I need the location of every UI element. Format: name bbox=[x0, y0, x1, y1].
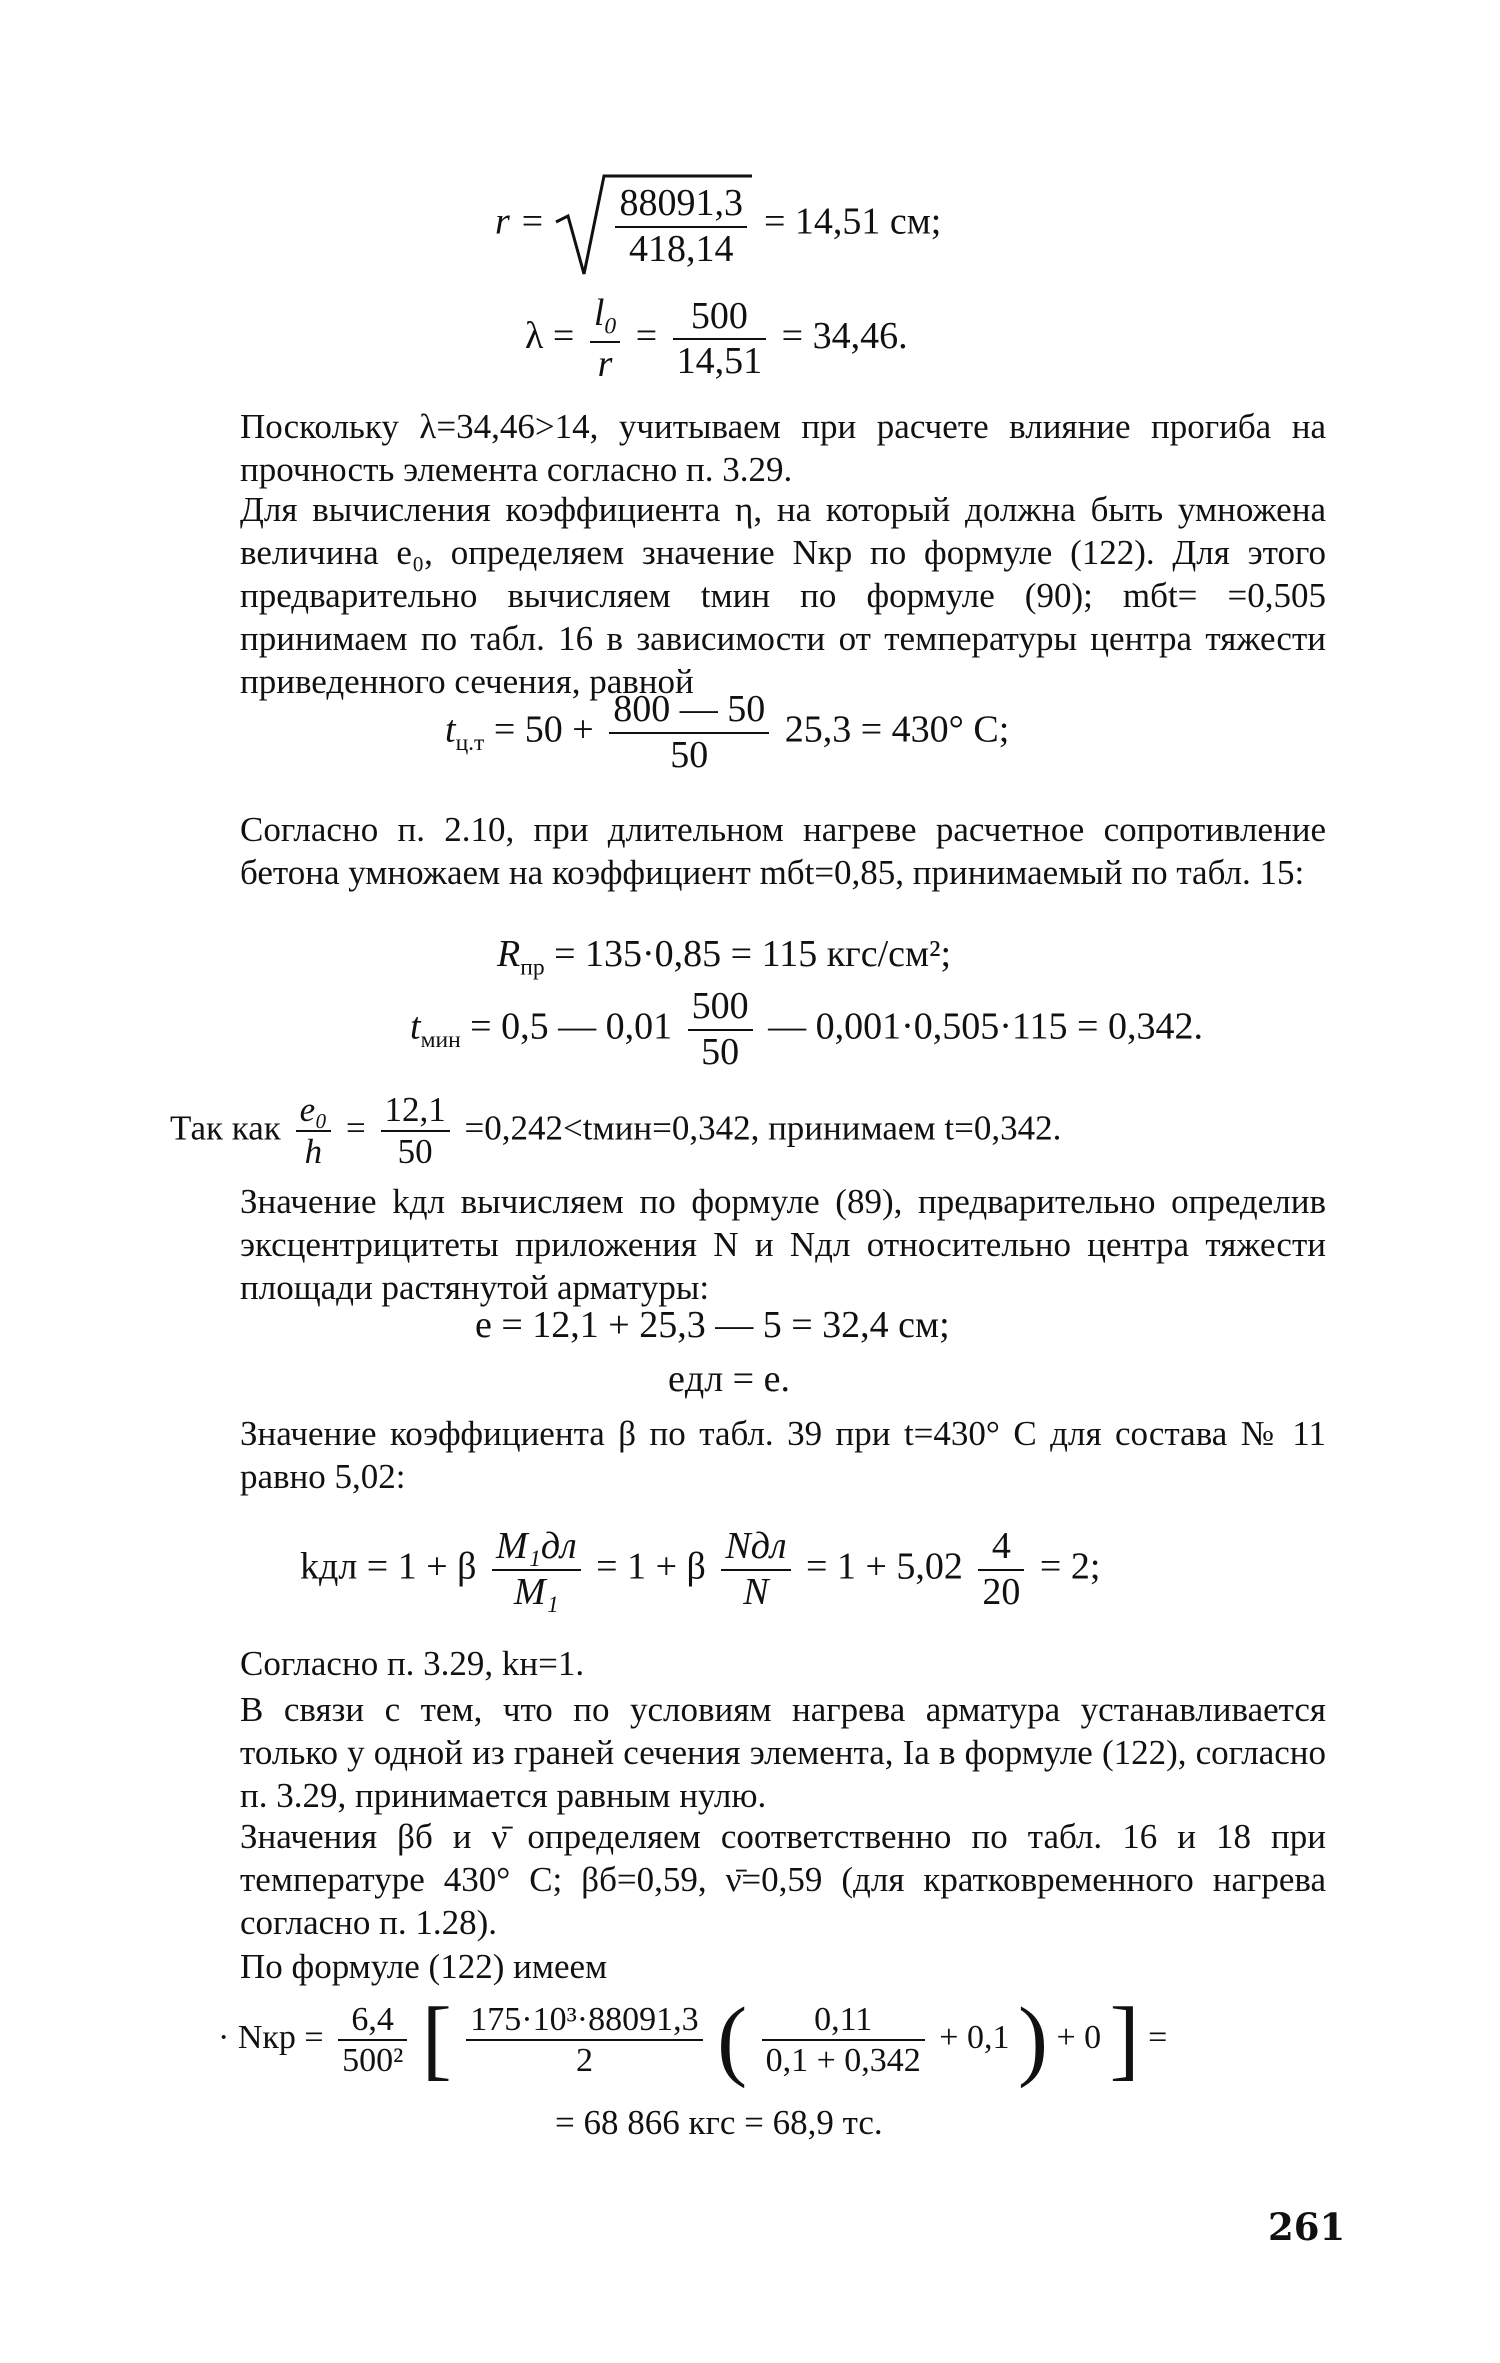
eq-nkr-frac1 bbox=[338, 2000, 407, 2080]
right-paren-icon: ) bbox=[1017, 1990, 1048, 2090]
eq-lambda-eq: = bbox=[635, 314, 658, 357]
paragraph-3: Согласно п. 2.10, при длительном нагреве расчетное сопротивление бетона умножаем на коэффициент mбt=0,85, принимаемый по табл. 15: bbox=[240, 810, 1326, 892]
tak-post: =0,242<tмин=0,342, принимаем t=0,342. bbox=[464, 1108, 1062, 1148]
tak-f1den: h bbox=[304, 1132, 323, 1172]
eq-r-den: 418,14 bbox=[628, 227, 734, 270]
eq-kdl-mid: = 1 + β bbox=[596, 1545, 706, 1588]
equation-lambda bbox=[525, 292, 908, 386]
eq-lambda-lhs: λ = bbox=[525, 314, 575, 357]
eq-lambda-f2num: 500 bbox=[673, 295, 767, 341]
eq-rpr-sub: пр bbox=[520, 954, 545, 981]
eq-tct-eq: = 50 + bbox=[493, 708, 594, 751]
eq-rpr-r: R bbox=[497, 933, 521, 975]
tak-f1num: e₀ bbox=[296, 1090, 332, 1132]
paragraph-1: Поскольку λ=34,46>14, учитываем при расчете влияние прогиба на прочность элемента согласно п. 3.29. bbox=[240, 407, 1326, 489]
eq-tmin-num: 500 bbox=[688, 985, 753, 1031]
eq-kdl-frac3 bbox=[978, 1525, 1024, 1614]
eq-kdl-f2den: N bbox=[743, 1570, 769, 1613]
paragraph-4: Значение kдл вычисляем по формуле (89), предварительно определив эксцентрицитеты приложения N и Nдл относительно центра тяжести площади растянутой арматуры: bbox=[240, 1182, 1326, 1307]
tak-frac1 bbox=[296, 1090, 332, 1173]
eq-r-num: 88091,3 bbox=[615, 182, 747, 228]
eq-r-fraction bbox=[615, 182, 747, 271]
eq-nkr-plus1: + 0,1 bbox=[939, 2018, 1010, 2056]
eq-kdl-f1den: M₁ bbox=[513, 1570, 559, 1613]
eq-nkr-f3den: 0,1 + 0,342 bbox=[765, 2042, 921, 2080]
paragraph-6: Согласно п. 3.29, kн=1. bbox=[240, 1644, 585, 1683]
eq-nkr-rhs: = bbox=[1148, 2018, 1168, 2056]
eq-tct-sub: ц.т bbox=[455, 730, 485, 756]
eq-nkr-frac3 bbox=[762, 2000, 925, 2080]
eq-lambda-f1num-l: l bbox=[593, 292, 605, 334]
eq-tct-num: 800 — 50 bbox=[609, 688, 769, 734]
tak-frac2 bbox=[381, 1090, 450, 1173]
eq-lambda-f1num bbox=[590, 292, 620, 343]
eq-r-rhs: = 14,51 см; bbox=[763, 200, 942, 243]
equation-rpr bbox=[497, 935, 951, 980]
eq-kdl-f3num: 4 bbox=[978, 1525, 1024, 1571]
eq-kdl-frac2 bbox=[721, 1525, 790, 1614]
eq-lambda-frac2 bbox=[673, 295, 767, 384]
paragraph-2: Для вычисления коэффициента η, на который должна быть умножена величина e₀, определяем значение Nкр по формуле (122). Для этого предварительно вычисляем tмин по формуле (90); mбt= =0,505 принимаем по табл. 16 в зависимости от температуры центра тяжести приведенного сечения, равной bbox=[240, 490, 1326, 701]
eq-rpr-rhs: = 135·0,85 = 115 кгс/см²; bbox=[554, 933, 952, 975]
equation-e: e = 12,1 + 25,3 — 5 = 32,4 см; bbox=[475, 1304, 950, 1346]
tak-pre: Так как bbox=[170, 1108, 281, 1148]
eq-tmin-rhs: — 0,001·0,505·115 = 0,342. bbox=[768, 1005, 1203, 1048]
eq-kdl-f2num: Nдл bbox=[721, 1525, 790, 1571]
eq-lambda-frac1 bbox=[590, 292, 620, 386]
eq-tmin-den: 50 bbox=[701, 1030, 740, 1073]
paragraph-8: Значения βб и ν̄ определяем соответственно по табл. 16 и 18 при температуре 430° С; βб=0,59, ν̄=0,59 (для кратковременного нагрева согласно п. 1.28). bbox=[240, 1817, 1326, 1942]
sqrt-icon bbox=[554, 170, 754, 280]
eq-kdl-frac1 bbox=[492, 1525, 581, 1614]
tak-f2den: 50 bbox=[397, 1132, 433, 1172]
eq-r-lhs: r = bbox=[495, 200, 545, 243]
equation-nkr bbox=[218, 1990, 1168, 2090]
eq-kdl-mid2: = 1 + 5,02 bbox=[806, 1545, 963, 1588]
equation-kdl bbox=[300, 1525, 1100, 1614]
eq-kdl-rhs: = 2; bbox=[1039, 1545, 1101, 1588]
paragraph-9: По формуле (122) имеем bbox=[240, 1947, 608, 1986]
eq-nkr-f3num: 0,11 bbox=[762, 2000, 925, 2041]
paragraph-5: Значение коэффициента β по табл. 39 при t=430° С для состава № 11 равно 5,02: bbox=[240, 1414, 1326, 1496]
equation-tmin bbox=[410, 985, 1203, 1074]
eq-tct-t: t bbox=[445, 708, 456, 751]
eq-tct-rhs: 25,3 = 430° С; bbox=[784, 708, 1010, 751]
equation-edl: eдл = e. bbox=[668, 1358, 790, 1400]
eq-tmin-t: t bbox=[410, 1005, 421, 1048]
eq-nkr-frac2 bbox=[466, 2000, 702, 2080]
right-bracket-icon: ] bbox=[1109, 1990, 1140, 2090]
eq-lambda-rhs: = 34,46. bbox=[781, 314, 908, 357]
equation-tct bbox=[445, 688, 1009, 777]
eq-kdl-f1num: M₁дл bbox=[492, 1525, 581, 1571]
left-paren-icon: ( bbox=[717, 1990, 748, 2090]
eq-tmin-mid: = 0,5 — 0,01 bbox=[470, 1005, 673, 1048]
eq-tct-frac bbox=[609, 688, 769, 777]
eq-lambda-f1num-sub: 0 bbox=[604, 313, 617, 340]
left-bracket-icon: [ bbox=[421, 1990, 452, 2090]
eq-nkr-f1den: 500² bbox=[342, 2042, 404, 2080]
line-tak-kak bbox=[170, 1090, 1061, 1173]
paragraph-7: В связи с тем, что по условиям нагрева арматура устанавливается только у одной из граней сечения элемента, Iа в формуле (122), согласно п. 3.29, принимается равным нулю. bbox=[240, 1690, 1326, 1815]
tak-eq: = bbox=[346, 1108, 366, 1148]
equation-r bbox=[495, 170, 941, 280]
eq-tct-den: 50 bbox=[670, 733, 709, 776]
eq-kdl-lhs: kдл = 1 + β bbox=[300, 1545, 477, 1588]
page-number: 261 bbox=[1268, 2205, 1346, 2249]
eq-nkr-f1num: 6,4 bbox=[338, 2000, 407, 2041]
eq-nkr-f2den: 2 bbox=[575, 2042, 593, 2080]
tak-f2num: 12,1 bbox=[381, 1090, 450, 1132]
eq-tmin-sub: мин bbox=[420, 1027, 461, 1053]
eq-kdl-f3den: 20 bbox=[982, 1570, 1021, 1613]
eq-nkr-plus2: + 0 bbox=[1056, 2018, 1102, 2056]
equation-nkr-result: = 68 866 кгс = 68,9 тс. bbox=[555, 2103, 883, 2142]
eq-lambda-f2den: 14,51 bbox=[676, 340, 763, 383]
eq-lambda-f1den: r bbox=[597, 342, 613, 385]
eq-tmin-frac bbox=[688, 985, 753, 1074]
eq-nkr-lhs: · Nкр = bbox=[218, 2018, 324, 2056]
eq-nkr-f2num: 175·10³·88091,3 bbox=[466, 2000, 702, 2041]
